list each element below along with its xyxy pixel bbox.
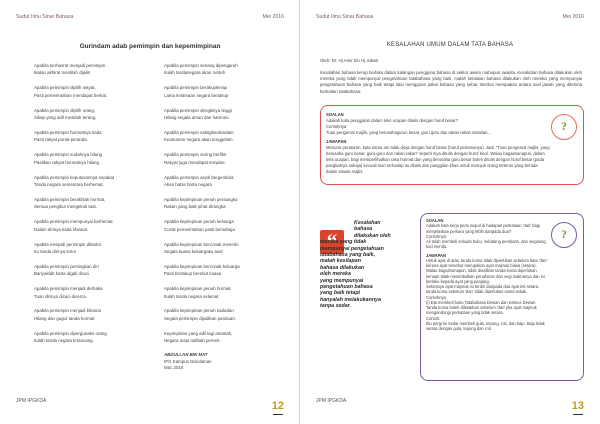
quote-line: oleh mereka xyxy=(320,271,351,278)
poem-line: Apabila menjadi pemimpin diktator xyxy=(34,241,102,247)
poem-line: Semua pengikut mengekoti taat. xyxy=(34,204,97,210)
poem-line: Corak pemerintahan pasti bersahaja xyxy=(164,226,235,232)
poem-stanza xyxy=(164,174,280,189)
poem-line: Apabila pemimpin asyik bergembira xyxy=(164,174,234,180)
example-label: Contohnya: xyxy=(426,233,447,239)
poem-line: Pasti rakyat porak-peranda. xyxy=(34,137,88,143)
poem-title: Gurindam adab pemimpin dan kepemimpinan xyxy=(79,43,221,50)
poem-stanza xyxy=(164,263,280,278)
poem-line: Apabila pemimpin menjadi khianat xyxy=(34,308,101,314)
page-footer xyxy=(316,390,584,412)
poem-line: Itulah tandanegara akan runtuh xyxy=(164,70,226,76)
example-text: Ibu pergi ke kedai membeli gula, tepung, roti, dan baju. Baju tidak setara dengan gula, tepung dan roti. xyxy=(426,320,545,331)
poem-line: Ikatan akhirat mestilah dijalin xyxy=(34,70,91,76)
signature-name: ABDULLAH BIN MAT xyxy=(164,352,208,358)
article-title: KESALAHAN UMUM DALAM TATA BAHASA xyxy=(386,42,514,48)
poem-line: Apabila pemimpin sering berfikir xyxy=(164,152,227,158)
question-mark-icon: ? xyxy=(551,114,577,140)
poem-line: Apabila kepimpinan berconak keluarga xyxy=(164,263,240,269)
poem-line: Banyaklah harta digali dicuri. xyxy=(34,271,91,277)
quote-line: tanpa sedar. xyxy=(320,303,351,310)
quote-line: yang baik tetapi xyxy=(320,290,361,297)
poem-stanza xyxy=(34,263,150,278)
poem-line: Apabila pemimpin sudahnya hilang xyxy=(34,152,103,158)
page-number: 12 xyxy=(271,400,284,412)
example-text: Tuan pengerusi majlis, yang berusahagurun besar, guru guru dan rakan-rakan sekalian... xyxy=(326,130,491,135)
article-intro: Kesalahan bahasa kerap berlaku dalam kalangan pengguna bahasa di sektor awam mahupun swasta. Kesalahan bahasa dilakukan oleh mereka yang tidak mempunyai pengetahuan tatabahasa yang baik, malah kelalaian bahasa dilakukan oleh mereka yang mempunyai pengetahuan bahasa yang baik tetapi lalai mengguna pakai bahasa yang sebar. Berikut merupakan antara soal jawab yang diterima berkaitan tatabahasa: xyxy=(320,70,582,94)
header-title: Sudut Ilmu Sinar Bahasa xyxy=(16,14,74,20)
poem-line: Akan habis harta negara xyxy=(164,181,212,187)
poem-line: Apabila kepimpinan penuh tauladan xyxy=(164,308,234,314)
poem-stanza xyxy=(164,151,280,166)
quote-line: pengetahuan bahasa xyxy=(320,284,373,291)
poem-stanza xyxy=(164,218,280,233)
poem-line: Pasti pemerintahan mendapat berkat. xyxy=(34,92,108,98)
page-header xyxy=(316,14,584,24)
poem-stanza xyxy=(164,129,280,144)
poem-line: Hilang dan gugur tanda hormat xyxy=(34,315,95,321)
poem-stanza xyxy=(34,241,150,256)
footer-code: JPM IPGKDA xyxy=(316,398,347,404)
poem-stanza xyxy=(164,107,280,122)
signature-date: Mac 2016 xyxy=(164,365,184,371)
poem-line: Apabila pemimpin menjadi derhaka xyxy=(34,286,103,292)
poem-line: Tuan dirinya dicaci dicerca xyxy=(34,293,86,299)
question-label: SOALAN xyxy=(426,218,444,223)
poem-line: Rakan yang baik pihat dirangka xyxy=(164,204,226,210)
header-title: Sudut Ilmu Sinar Bahasa xyxy=(316,14,374,20)
poem-line: Apabila pemimpin dipilih orang, xyxy=(34,107,96,113)
poem-stanza xyxy=(34,330,150,345)
poem-line: Dalam dirinya tiada khianat. xyxy=(34,226,89,232)
poem-line: Kepimpinan yang adil lagi amanah, xyxy=(164,330,233,336)
poem-line: Apabila kepimpinan penuh persangka xyxy=(164,196,238,202)
example-label: Contoh: xyxy=(426,315,441,321)
quote-line: malah kesilapan xyxy=(320,258,361,265)
poem-line: Apabila pemimpin dipergunakn orang xyxy=(34,330,107,336)
qa-box-2 xyxy=(420,213,584,381)
answer-label: JAWAPAN xyxy=(426,252,446,258)
poem-line: Lama kelamaan negara bertakup xyxy=(164,92,229,98)
poem-line: Hilang segala aman dan harmoni. xyxy=(164,115,230,121)
right-page xyxy=(300,0,600,424)
poem-stanza xyxy=(164,241,280,256)
poem-stanza xyxy=(34,129,150,144)
poem-stanza xyxy=(34,196,150,211)
poem-line: Itu tanda dirinya kotor xyxy=(34,248,77,254)
footer-code: JPM IPGKDA xyxy=(16,398,47,404)
signature-org: IPG Kampus Darulaman xyxy=(164,358,212,364)
poem-column-2 xyxy=(164,62,280,372)
poem-stanza xyxy=(34,107,150,122)
article-author: Oleh: Dr. Hj Amir bin Hj Jubari xyxy=(320,58,379,63)
poem-stanza xyxy=(34,174,150,189)
answer-label: JAWAPAN xyxy=(326,139,347,144)
poem-stanza xyxy=(164,307,280,322)
poem-signature xyxy=(164,352,280,372)
poem-line: Apabila pemimpin keputusannya sepakat xyxy=(34,174,115,180)
poem-line: Apabila berhasrat menjadi pemimpin xyxy=(34,63,106,68)
quote-line: Kesalahan xyxy=(354,220,381,226)
poem-stanza xyxy=(164,196,280,211)
poem-line: Keamanan negara akan tenggelam. xyxy=(164,137,234,143)
quote-line: hanyalah melakukannya xyxy=(320,296,381,303)
poem-line: Apabila kepimpinan berconak menerki xyxy=(164,241,239,247)
poem-line: Negara maju tadbiah pemeh. xyxy=(164,338,221,344)
answer-text: Untuk ayat di atas, tanda koma tidak diperlukan sebelum kata 'dan' kerana ayat tersebut merupakan ayat majmuk biasa (setara). Walau bagaimanapun, tidak dinafikan tanda koma diperlukan kenaan tidak menimbulkan penafsiran dari segi maknanya dan ini berlaku kepada ayat yang panjang. xyxy=(426,257,548,284)
poem-line: Itulah tanda negara selamat xyxy=(164,293,219,299)
poem-line: Apabila pemimpin dengkinya tinggi xyxy=(164,107,232,113)
header-date: Mei 2016 xyxy=(562,14,584,20)
qa-box-1 xyxy=(320,105,584,185)
header-date: Mei 2016 xyxy=(262,14,284,20)
answer-text-2: Sekiranya ayat majmuk ini terdiri daripada dua ayat inti setara, tanda koma sebelum 'dan' tidak diperlukan sama sekali. xyxy=(426,284,540,295)
poem-line: Apabila pemimpin berakupkerap xyxy=(164,85,227,91)
poem-stanza xyxy=(34,285,150,300)
poem-stanza xyxy=(34,151,150,166)
poem-line: Segala kuasa keluargaku asal xyxy=(164,248,223,254)
pull-quote xyxy=(320,220,414,310)
poem-line: Apabila pemimpin salingberdendam xyxy=(164,129,234,135)
quote-line: dilakukan oleh xyxy=(354,232,391,239)
poem-line: Sikap yang adil mestilah terang. xyxy=(34,115,97,121)
question-label: SOALAN xyxy=(326,112,344,117)
question-text: Adakah kata penggalan dalam teks ucapan ditulis dengan huruf besar? xyxy=(326,118,459,123)
poem-line: Apabila pemimpin senang dipengaruh xyxy=(164,63,238,68)
poem-line: Apabila pemimpin berakhlak hormat, xyxy=(34,196,106,202)
poem-line: Apabila pemimpin pentingkan diri xyxy=(34,263,99,269)
poem-line: Apabila kepimpinan penuh hormat xyxy=(164,286,231,292)
poem-line: Tanda negara sementara berhemat. xyxy=(34,181,104,187)
poem-stanza xyxy=(164,330,280,345)
question-text: Adakah kata kerja perlu wujud di hadapan perkataan 'dari' bagi menjelaskan perkara yang lebih daripada dua? xyxy=(426,223,540,234)
poem-line: Apabila kepimpinan penuh keluarga xyxy=(164,219,234,225)
quote-icon: “ xyxy=(320,230,344,254)
poem-stanza xyxy=(164,62,280,77)
page-number: 13 xyxy=(571,400,584,412)
poem-line: Pasti bertakup berebut kuasa xyxy=(164,271,222,277)
poem-stanza xyxy=(34,218,150,233)
quote-line: mempunyai pengetahuan xyxy=(320,245,384,252)
page-header xyxy=(16,14,284,24)
quote-line: tatabahasa yang baik, xyxy=(320,252,376,259)
poem-line: Apabila pemimpin dipilih rakyat, xyxy=(34,85,96,91)
quote-line: mereka yang tidak xyxy=(320,239,367,246)
quote-line: bahasa xyxy=(354,226,373,233)
example-text: Ali telah membeli sebuah buku, sebatang pembaris, dan segulung kod mendu. xyxy=(426,239,546,250)
example-label: Contohnya: xyxy=(426,294,447,300)
poem-line: Rakyat juga mendapat tempias. xyxy=(164,159,226,165)
page-footer xyxy=(16,390,284,412)
example-text: (i) Dia membeli buku Tatabahasa Dewan dan Kamus Dewan. Tanda koma boleh diletakkan sebelum 'dan' jika ayat majmuk mengandungi perkataan yang tidak setara. xyxy=(426,299,537,316)
quote-line: bahasa dilakukan xyxy=(320,264,365,271)
poem-stanza xyxy=(164,84,280,99)
poem-column-1 xyxy=(34,62,150,352)
poem-line: Segala pemimpin dijadikan panduan. xyxy=(164,315,237,321)
poem-line: Apabila pemimpin hormatnya tiada xyxy=(34,129,102,135)
quote-line: yang mempunyai xyxy=(320,277,364,284)
example-label: Contohnya: xyxy=(326,124,348,129)
poem-stanza xyxy=(34,62,150,77)
poem-line: Apabila pemimpin mempunyai berhemat xyxy=(34,219,113,225)
poem-stanza xyxy=(164,285,280,300)
poem-stanza xyxy=(34,307,150,322)
poem-stanza xyxy=(34,84,150,99)
poem-line: Pastikan rakyat hormatnya hilang. xyxy=(34,159,101,165)
question-mark-icon: ? xyxy=(551,222,577,248)
poem-line: Itulah tanda negara terancang. xyxy=(34,338,94,344)
answer-text: Menurut peraturan, kata nama am tidak dieja dengan huruf besar (huruf pertamanya). Jadi, "Tuan pengerusi majlis, yang berusaha guru besar, guru-guru dan rakan-rakan" seperti mya ditulis dengan huruf kecil. Walau bagaimanapun, dalam teks ucapan, bagi memperlihatkan rasa hormat dan yang berusaha guru besar boleh ditulis dengan huruf besar (pada pangkalnya sahaja) kecuali tuan terhadap itu ditulis dan panggilan khas untuk merujuk orang tertentu yang berada dalam situasi majlis. xyxy=(326,145,550,174)
